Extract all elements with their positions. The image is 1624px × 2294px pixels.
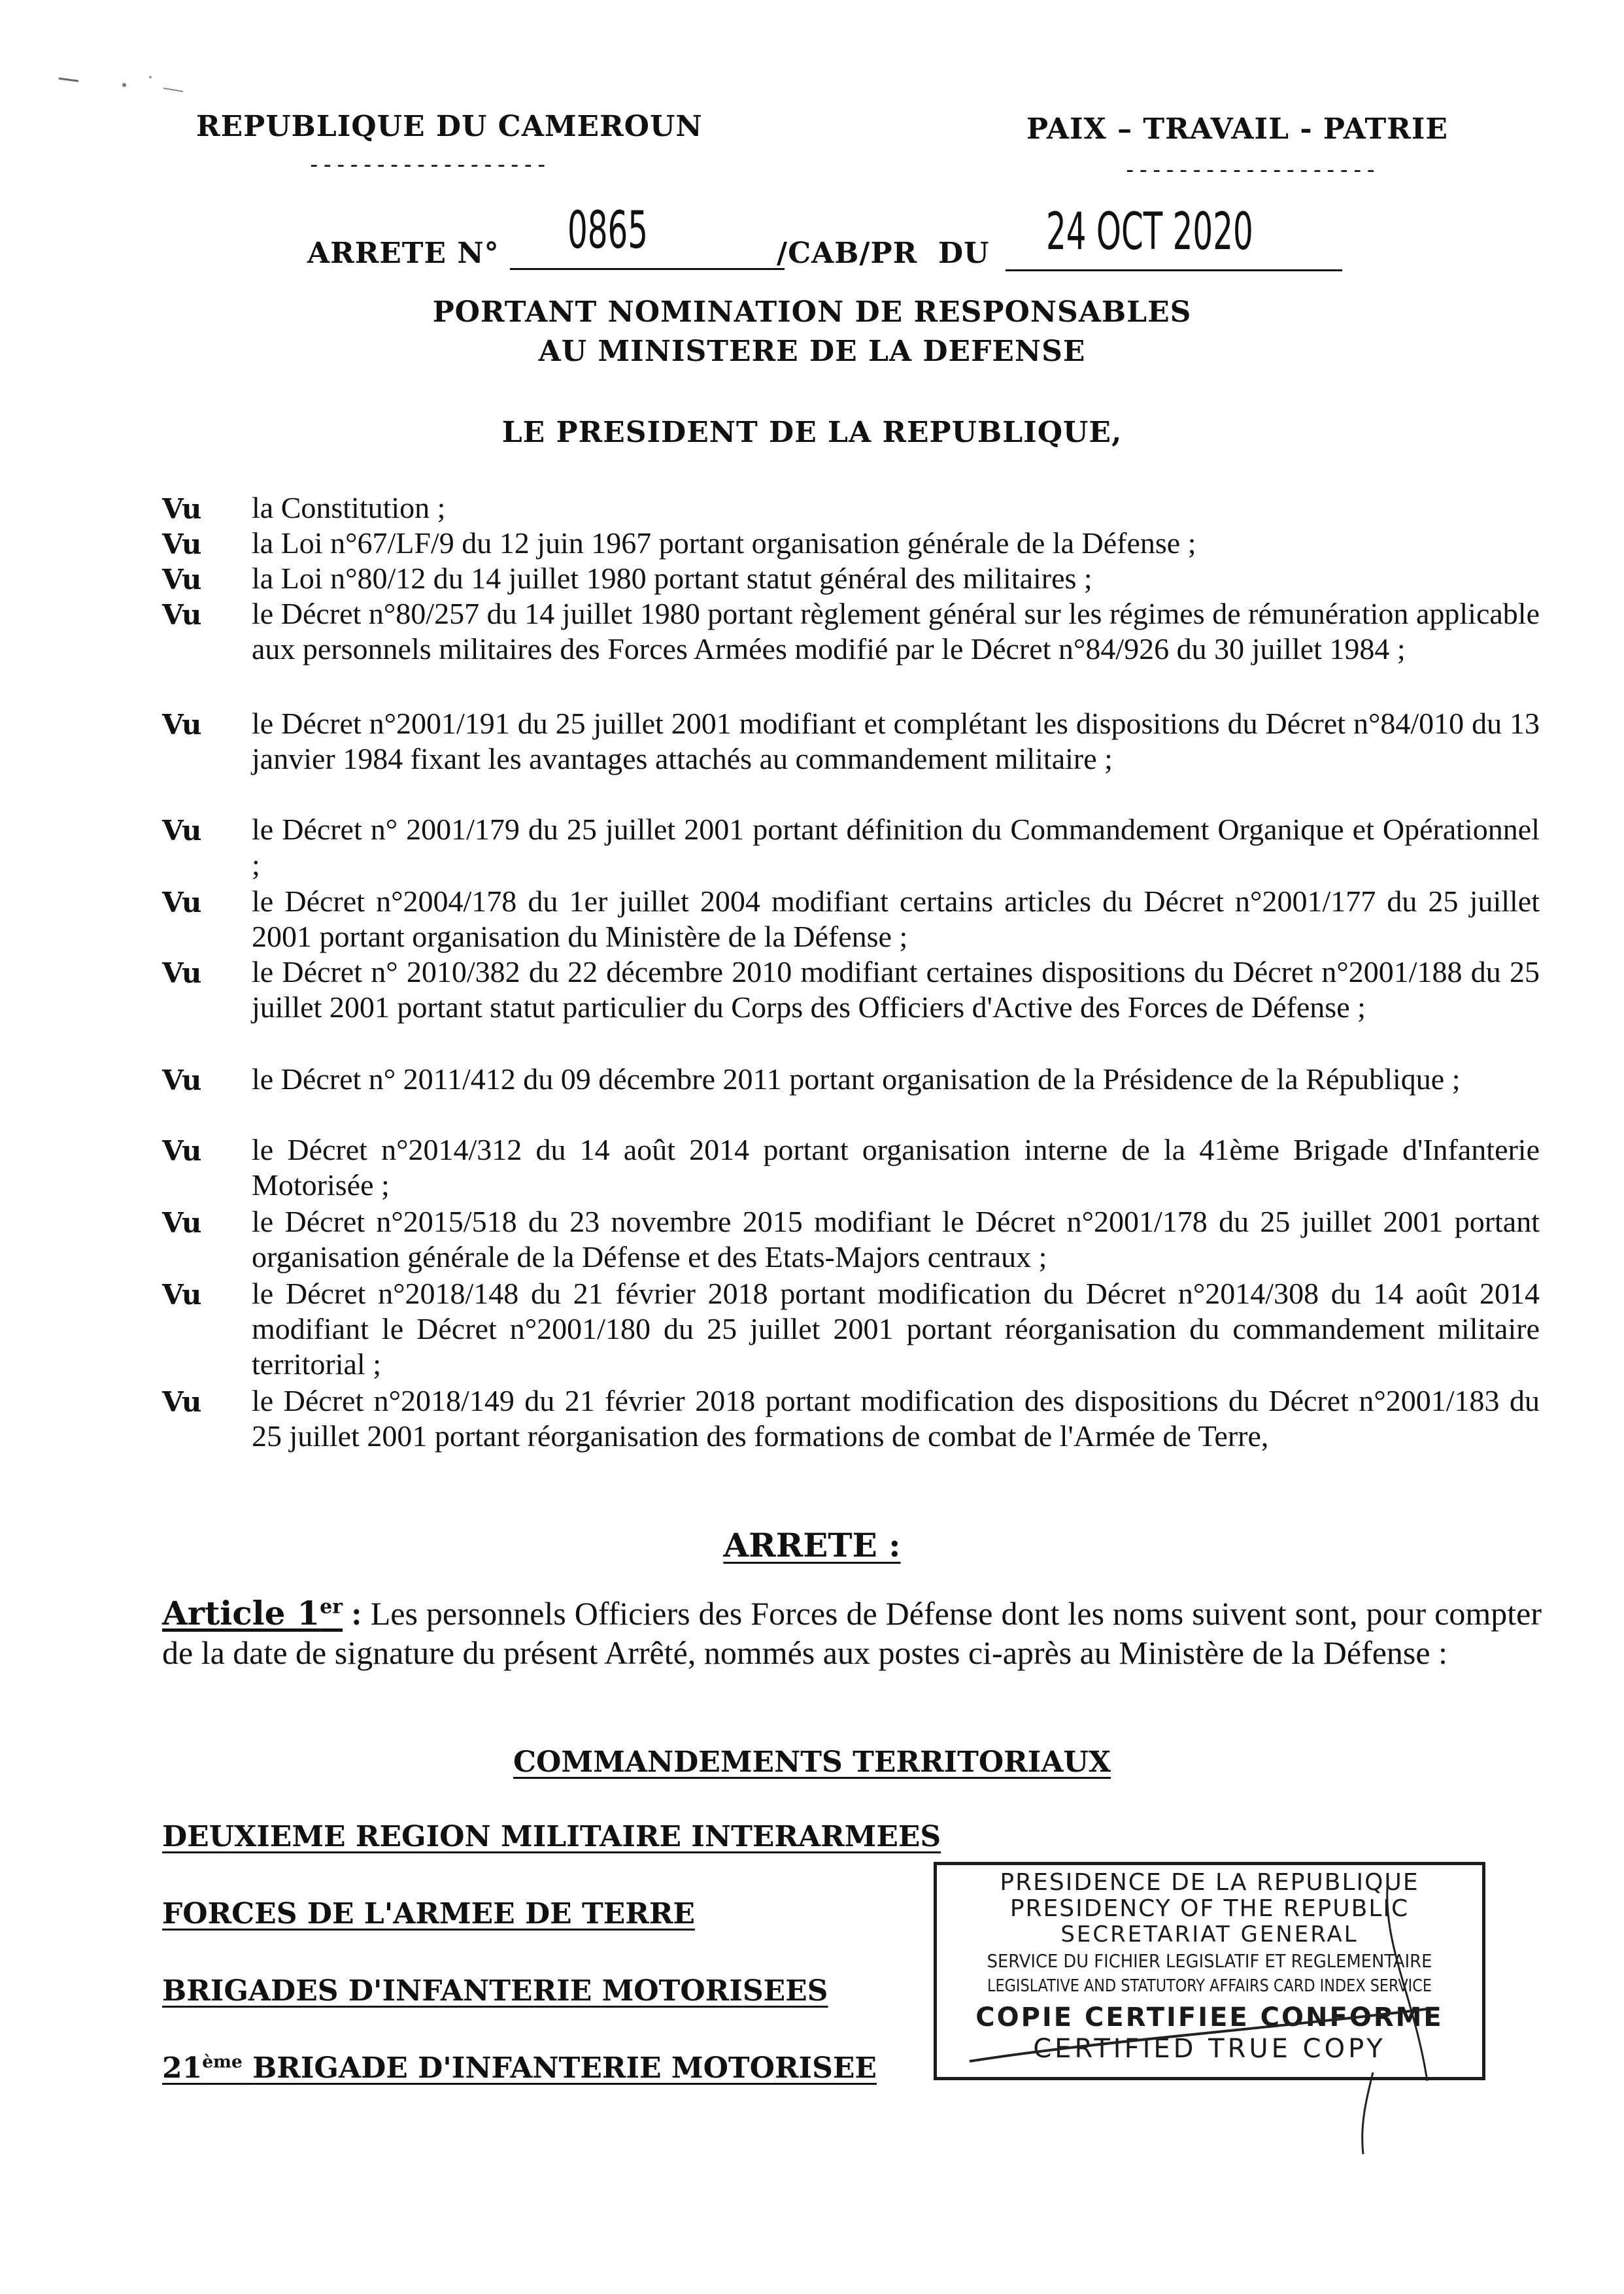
decree-du: DU — [938, 237, 990, 270]
visa-item: la Constitution ; — [252, 491, 446, 524]
country-name-rule: ------------------ — [307, 152, 549, 178]
visa-item: le Décret n°2018/148 du 21 février 2018 portant modification du Décret n°2014/308 du 14 août 2014 modifiant le Décret n°2001/180 du 25 juillet 2001 portant réorganisation du commandement militaire territorial ; — [252, 1277, 1540, 1381]
stamp-line: LEGISLATIVE AND STATUTORY AFFAIRS CARD INDEX SERVICE — [987, 1976, 1432, 1996]
visa-label: Vu — [162, 886, 202, 919]
decree-number-underline — [510, 268, 785, 270]
visa-item: le Décret n° 2011/412 du 09 décembre 2011 portant organisation de la Présidence de la République ; — [252, 1062, 1461, 1096]
stamp-line: SERVICE DU FICHIER LEGISLATIF ET REGLEMENTAIRE — [987, 1950, 1432, 1972]
visa-label: Vu — [162, 493, 202, 525]
stamp-line: SECRETARIAT GENERAL — [1060, 1921, 1359, 1948]
visa-label: Vu — [162, 1064, 202, 1096]
section-region: DEUXIEME REGION MILITAIRE INTERARMEES — [162, 1820, 941, 1853]
visa-label: Vu — [162, 1279, 202, 1311]
signature-stroke — [1347, 2072, 1386, 2157]
visa-label: Vu — [162, 1207, 202, 1239]
visa-item: la Loi n°67/LF/9 du 12 juin 1967 portant organisation générale de la Défense ; — [252, 526, 1196, 560]
certification-stamp — [934, 1862, 1485, 2080]
visa-label: Vu — [162, 815, 202, 847]
stamp-line: PRESIDENCE DE LA REPUBLIQUE — [1000, 1869, 1419, 1896]
arrete-heading: ARRETE : — [723, 1526, 901, 1564]
visa-label: Vu — [162, 528, 202, 560]
stamp-signature-stroke — [930, 1865, 1486, 2081]
section-commandements: COMMANDEMENTS TERRITORIAUX — [513, 1746, 1111, 1779]
article-1-text: Les personnels Officiers des Forces de Défense dont les noms suivent sont, pour compter de la date de signature du présent Arrêté, nommés aux postes ci-après au Ministère de la Défense : — [162, 1595, 1542, 1671]
visa-label: Vu — [162, 709, 202, 741]
visa-item: le Décret n°2004/178 du 1er juillet 2004 modifiant certains articles du Décret n°2001/177 du 25 juillet 2001 portant organisation du Ministère de la Défense ; — [252, 885, 1540, 953]
visa-label: Vu — [162, 1135, 202, 1167]
stamp-line: CERTIFIED TRUE COPY — [1033, 2034, 1386, 2064]
visa-label: Vu — [162, 957, 202, 989]
stamp-line: PRESIDENCY OF THE REPUBLIC — [1009, 1895, 1410, 1922]
national-motto: PAIX – TRAVAIL - PATRIE — [1026, 112, 1448, 146]
decree-subject-line1: PORTANT NOMINATION DE RESPONSABLES — [432, 295, 1192, 329]
decree-number: 0865 — [567, 201, 649, 260]
decree-date: 24 OCT 2020 — [1046, 203, 1253, 261]
stamp-line: COPIE CERTIFIEE CONFORME — [975, 2002, 1444, 2033]
visa-item: le Décret n°2001/191 du 25 juillet 2001 modifiant et complétant les dispositions du Décret n°84/010 du 13 janvier 1984 fixant les avantages attachés au commandement militaire ; — [252, 707, 1540, 775]
decree-subject-line2: AU MINISTERE DE LA DEFENSE — [538, 335, 1086, 368]
visa-label: Vu — [162, 1386, 202, 1418]
visa-item: le Décret n°2018/149 du 21 février 2018 portant modification des dispositions du Décret n°2001/183 du 25 juillet 2001 portant réorganisation des formations de combat de l'Armée de Terre, — [252, 1384, 1540, 1453]
visa-item: le Décret n° 2010/382 du 22 décembre 2010 modifiant certaines dispositions du Décret n°2001/188 du 25 juillet 2001 portant statut particulier du Corps des Officiers d'Active des Forces de Défense ; — [252, 955, 1540, 1024]
scan-specks — [52, 65, 196, 105]
issuing-authority: LE PRESIDENT DE LA REPUBLIQUE, — [501, 416, 1123, 449]
visa-item: le Décret n°2015/518 du 23 novembre 2015 modifiant le Décret n°2001/178 du 25 juillet 2001 portant organisation générale de la Défense et des Etats-Majors centraux ; — [252, 1205, 1540, 1274]
decree-prefix: ARRETE N° — [307, 237, 499, 270]
article-1-label: Article 1er — [162, 1594, 343, 1632]
visa-label: Vu — [162, 599, 202, 631]
section-forces: FORCES DE L'ARMEE DE TERRE — [162, 1897, 695, 1931]
decree-suffix: /CAB/PR — [777, 237, 918, 270]
decree-date-underline — [1006, 269, 1342, 271]
visa-item: le Décret n°2014/312 du 14 août 2014 portant organisation interne de la 41ème Brigade d'Infanterie Motorisée ; — [252, 1133, 1540, 1202]
national-motto-rule: ------------------- — [1123, 157, 1378, 183]
article-1-colon: : — [351, 1595, 362, 1632]
section-brigade-21: 21ème BRIGADE D'INFANTERIE MOTORISEE — [162, 2051, 877, 2085]
visa-label: Vu — [162, 564, 202, 596]
visa-item: le Décret n° 2001/179 du 25 juillet 2001 portant définition du Commandement Organique et Opérationnel ; — [252, 813, 1540, 881]
article-1 — [162, 1594, 1542, 1672]
visa-item: le Décret n°80/257 du 14 juillet 1980 portant règlement général sur les régimes de rémunération applicable aux personnels militaires des Forces Armées modifié par le Décret n°84/926 du 30 juillet 1984 ; — [252, 597, 1540, 666]
section-brigades: BRIGADES D'INFANTERIE MOTORISEES — [162, 1974, 828, 2008]
visa-item: la Loi n°80/12 du 14 juillet 1980 portant statut général des militaires ; — [252, 562, 1092, 595]
country-name: REPUBLIQUE DU CAMEROUN — [196, 110, 703, 143]
